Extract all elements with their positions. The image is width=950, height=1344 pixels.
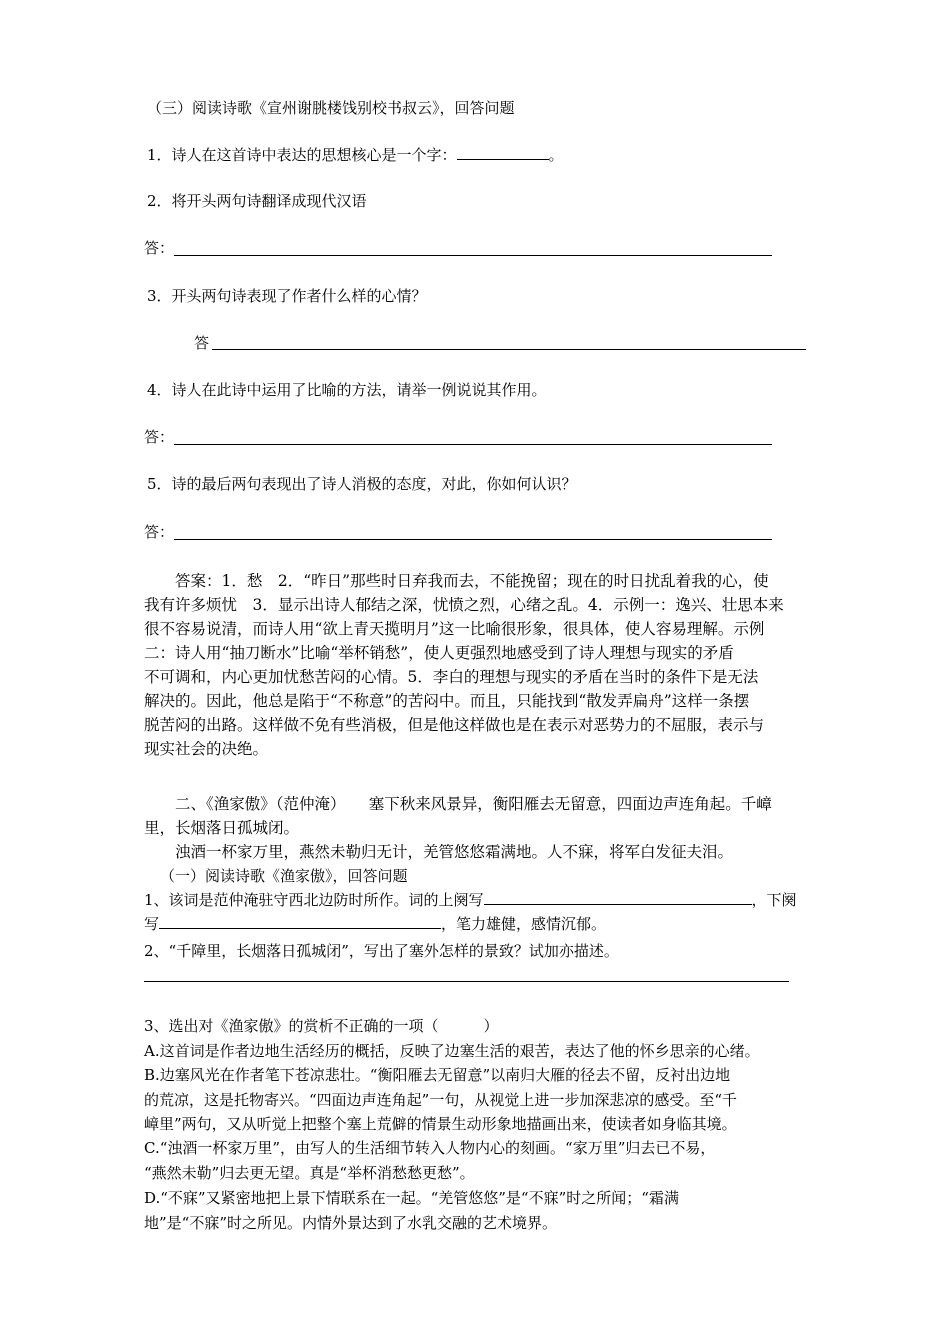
answer-label-4: 答： [144,428,175,446]
answer-line-4[interactable] [174,444,772,445]
yjq-question-2: 2、“千障里，长烟落日孤城闭”，写出了塞外怎样的景致？试加亦描述。 [144,942,619,960]
answers-line-5: 不可调和，内心更加忧愁苦闷的心情。5．李白的理想与现实的矛盾在当时的条件下是无法 [144,668,759,686]
answers-line-1: 答案：1．愁 2．“昨日”那些时日弃我而去，不能挽留；现在的时日扰乱着我的心，使 [175,572,769,590]
answer-label-3: 答 [194,334,210,352]
yjq-question-1-part4: ，笔力雄健，感情沉郁。 [441,915,607,933]
option-b-line-2: 的荒凉，这是托物寄兴。“四面边声连角起”一句，从视觉上进一步加深悲凉的感受。至“千 [144,1091,738,1109]
option-d-line-2: 地”是“不寐”时之所见。内情外景达到了水乳交融的艺术境界。 [144,1214,558,1232]
answer-label-5: 答： [144,523,175,541]
yjq-question-1-a [144,890,797,910]
answers-line-2: 我有许多烦忧 3．显示出诗人郁结之深，忧愤之烈，心绪之乱。4．示例一：逸兴、壮思本来 [144,596,784,614]
option-d-line-1: D.“不寐”又紧密地把上景下情联系在一起。“羌管悠悠”是“不寐”时之所闻；“霜满 [144,1189,679,1207]
answer-line-2[interactable] [174,255,772,256]
section-subtitle-yujiaao: （一）阅读诗歌《渔家傲》，回答问题 [160,867,408,885]
answers-line-8: 现实社会的决绝。 [144,740,269,758]
option-b-line-3: 嶂里”两句，又从听觉上把整个塞上荒僻的情景生动形象地描画出来，使读者如身临其境。 [144,1115,737,1133]
yjq-question-1-part2: ，下阕 [751,891,797,909]
answer-label-2: 答： [144,239,175,257]
answers-line-7: 脱苦闷的出路。这样做不免有些消极，但是他这样做也是在表示对恶势力的不屈服，表示与 [144,716,765,734]
option-c-line-1: C.“浊酒一杯家万里”，由写人的生活细节转入人物内心的刻画。“家万里”归去已不易， [144,1139,716,1157]
option-c-line-2: “燕然未勒”归去更无望。真是“举杯消愁愁更愁”。 [144,1164,475,1182]
answers-line-3: 很不容易说清，而诗人用“欲上青天揽明月”这一比喻很形象，很具体，使人容易理解。示例 [144,620,765,638]
question-2: 2．将开头两句诗翻译成现代汉语 [147,192,367,210]
question-1-end: 。 [548,146,564,164]
section-title-xuanzhou: （三）阅读诗歌《宣州谢朓楼饯别校书叔云》，回答问题 [147,99,515,117]
yjq-question-3: 3、选出对《渔家傲》的赏析不正确的一项（ ） [144,1017,499,1035]
question-3: 3．开头两句诗表现了作者什么样的心情？ [147,287,427,305]
poem-line-3: 浊酒一杯家万里，燕然未勒归无计，羌管悠悠霜满地。人不寐，将军白发征夫泪。 [175,843,734,861]
poem-line-2: 里，长烟落日孤城闭。 [144,819,300,837]
answer-line-5[interactable] [174,539,772,540]
question-1-text: 1．诗人在这首诗中表达的思想核心是一个字： [147,146,457,164]
answers-line-6: 解决的。因此，他总是陷于“不称意”的苦闷中。而且，只能找到“散发弄扁舟”这样一条摆 [144,692,750,710]
question-1-blank[interactable] [457,145,549,160]
yjq-question-1-part1: 1、该词是范仲淹驻守西北边防时所作。词的上阕写 [144,891,484,909]
question-1 [147,145,564,165]
question-5: 5．诗的最后两句表现出了诗人消极的态度，对此，你如何认识？ [147,475,577,493]
yjq-answer-line-2[interactable] [144,981,789,982]
option-a: A.这首词是作者边地生活经历的概括，反映了边塞生活的艰苦，表达了他的怀乡思亲的心绪。 [144,1042,760,1060]
yjq-question-1-part3: 写 [144,915,160,933]
yjq-question-1-b [144,914,606,934]
yjq-question-1-blank-2[interactable] [159,914,441,929]
answers-line-4: 二：诗人用“抽刀断水”比喻“举杯销愁”，使人更强烈地感受到了诗人理想与现实的矛盾 [144,644,734,662]
poem-line-1: 二、《渔家傲》（范仲淹） 塞下秋来风景异，衡阳雁去无留意，四面边声连角起。千嶂 [175,795,772,813]
option-b-line-1: B.边塞风光在作者笔下苍凉悲壮。“衡阳雁去无留意”以南归大雁的径去不留，反衬出边地 [144,1066,731,1084]
answer-line-3[interactable] [212,349,806,350]
yjq-question-1-blank-1[interactable] [484,890,752,905]
question-4: 4．诗人在此诗中运用了比喻的方法，请举一例说说其作用。 [147,381,547,399]
